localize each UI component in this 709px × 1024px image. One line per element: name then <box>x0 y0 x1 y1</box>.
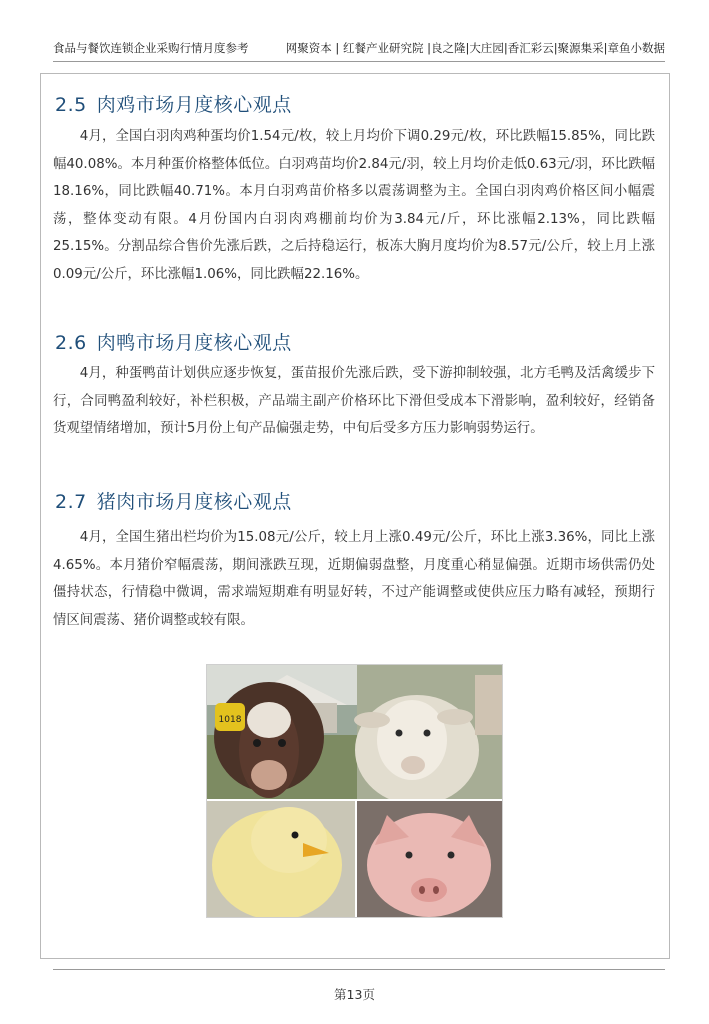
page-number: 第13页 <box>334 987 375 1002</box>
section-number: 2.7 <box>55 491 87 513</box>
livestock-photo <box>206 664 503 918</box>
section-heading-chicken <box>55 90 292 117</box>
page-header <box>53 40 665 60</box>
section-body-pork: 4月，全国生猪出栏均价为15.08元/公斤，较上月上涨0.49元/公斤，环比上涨3.36%，同比上涨4.65%。本月猪价窄幅震荡，期间涨跌互现，近期偏弱盘整，月度重心稍显偏强。近期市场供需仍处僵持状态，行情稳中微调，需求端短期难有明显好转，不过产能调整或使供应压力略有减轻，预期行情区间震荡、猪价调整或较有限。 <box>53 530 655 628</box>
section-title-text: 肉鸡市场月度核心观点 <box>96 94 292 116</box>
section-heading-pork <box>55 487 292 514</box>
footer-divider <box>53 969 665 970</box>
header-right-sources: 网聚资本 | 红餐产业研究院 |良之隆|大庄园|香汇彩云|聚源集采|章鱼小数据 <box>285 41 665 55</box>
section-body-chicken: 4月，全国白羽肉鸡种蛋均价1.54元/枚，较上月均价下调0.29元/枚，环比跌幅15.85%，同比跌幅40.08%。本月种蛋价格整体低位。白羽鸡苗均价2.84元/羽，较上月均价走低0.63元/羽，环比跌幅18.16%，同比跌幅40.71%。本月白羽鸡苗价格多以震荡调整为主。全国白羽肉鸡价格区间小幅震荡，整体变动有限。4月份国内白羽肉鸡棚前均价为3.84元/斤，环比涨幅2.13%，同比跌幅25.15%。分割品综合售价先涨后跌，之后持稳运行，板冻大胸月度均价为8.57元/公斤，较上月上涨0.09元/公斤，环比涨幅1.06%，同比跌幅22.16%。 <box>53 129 655 282</box>
sheep-image <box>354 665 503 805</box>
header-divider <box>53 61 665 62</box>
pig-image <box>357 801 503 918</box>
ear-tag-number: 1018 <box>218 715 242 725</box>
section-title-text: 肉鸭市场月度核心观点 <box>96 332 292 354</box>
section-body-duck: 4月，种蛋鸭苗计划供应逐步恢复，蛋苗报价先涨后跌，受下游抑制较强，北方毛鸭及活禽缓步下行，合同鸭盈利较好，补栏积极，产品端主副产价格环比下滑但受成本下滑影响，盈利较好，经销备货观望情绪增加，预计5月份上旬产品偏强走势，中旬后受多方压力影响弱势运行。 <box>53 366 655 436</box>
section-heading-duck <box>55 328 292 355</box>
chick-image <box>207 801 355 918</box>
section-number: 2.5 <box>55 94 87 116</box>
header-left-title: 食品与餐饮连锁企业采购行情月度参考 <box>53 41 249 55</box>
section-title-text: 猪肉市场月度核心观点 <box>96 491 292 513</box>
section-number: 2.6 <box>55 332 87 354</box>
